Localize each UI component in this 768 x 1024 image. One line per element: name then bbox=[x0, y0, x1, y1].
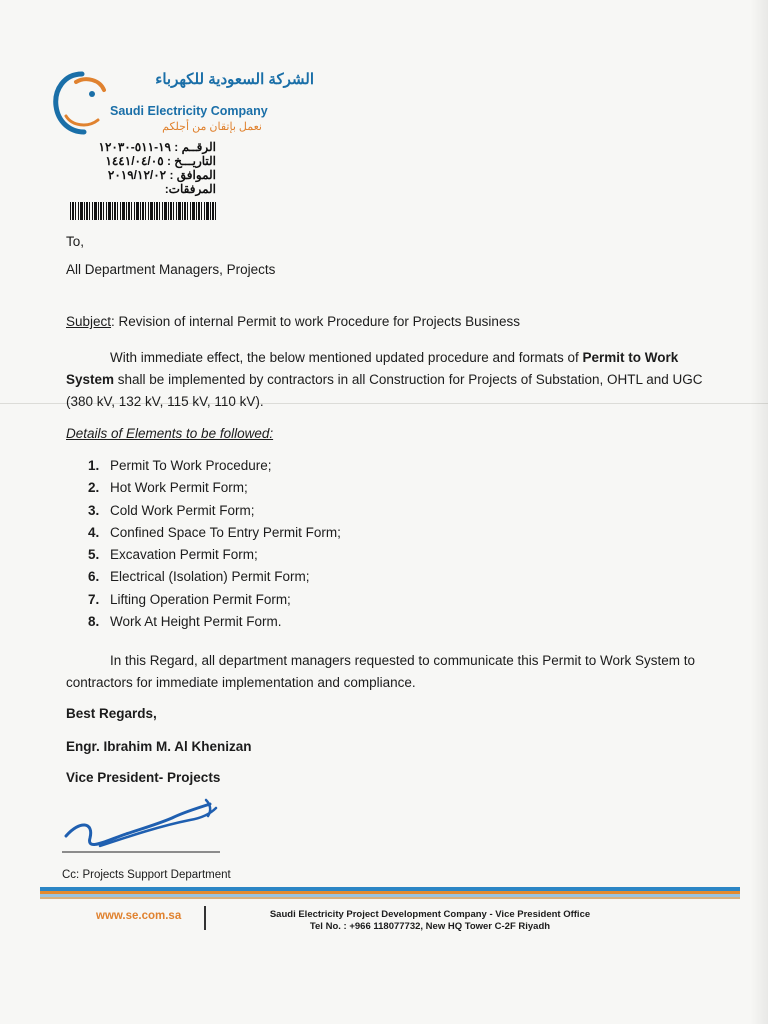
body1-text-b: shall be implemented by contractors in all Construction for Projects of Substation, OHTL and UGC (380 kV, 132 kV, 115 kV, 110 kV). bbox=[66, 372, 703, 409]
company-tagline: نعمل بإتقان من أجلكم bbox=[162, 121, 262, 133]
list-item-text: Excavation Permit Form; bbox=[110, 547, 258, 563]
list-item bbox=[88, 480, 341, 502]
body-paragraph-1 bbox=[66, 347, 716, 413]
list-item-number: 7. bbox=[88, 591, 100, 607]
footer-divider bbox=[204, 906, 206, 930]
details-heading: Details of Elements to be followed: bbox=[66, 426, 274, 441]
list-item bbox=[88, 458, 341, 480]
list-item-text: Electrical (Isolation) Permit Form; bbox=[110, 569, 310, 585]
body1-text-a: With immediate effect, the below mentioned updated procedure and formats of bbox=[110, 350, 583, 365]
body1-bold: Permit to Work System bbox=[66, 350, 679, 387]
barcode bbox=[70, 202, 218, 220]
subject-label: Subject bbox=[66, 314, 112, 329]
company-logo bbox=[52, 68, 314, 138]
list-item bbox=[88, 569, 341, 591]
list-item-number: 2. bbox=[88, 480, 100, 496]
reference-date-gregorian: الموافق : ٢٠١٩/١٢/٠٢ bbox=[107, 168, 216, 182]
list-item-number: 3. bbox=[88, 502, 100, 518]
cc-line: Cc: Projects Support Department bbox=[62, 869, 231, 881]
footer-contact: Tel No. : +966 118077732, New HQ Tower C-2F Riyadh bbox=[309, 921, 551, 932]
list-item bbox=[88, 503, 341, 525]
list-item-text: Hot Work Permit Form; bbox=[110, 480, 248, 496]
subject-text: : Revision of internal Permit to work Procedure for Projects Business bbox=[111, 314, 520, 329]
list-item-text: Permit To Work Procedure; bbox=[110, 458, 272, 473]
list-item-number: 8. bbox=[88, 614, 100, 630]
elements-list bbox=[88, 458, 341, 636]
footer-stripe-tan bbox=[40, 897, 740, 899]
company-name-english: Saudi Electricity Company bbox=[110, 104, 268, 118]
company-name-arabic: الشركة السعودية للكهرباء bbox=[155, 71, 314, 88]
website-link[interactable]: www.se.com.sa bbox=[96, 910, 182, 922]
list-item bbox=[88, 547, 341, 569]
body-paragraph-2: In this Regard, all department managers requested to communicate this Permit to Work System to contractors for immediate implementation and compliance. bbox=[66, 653, 696, 690]
list-item-text: Lifting Operation Permit Form; bbox=[110, 591, 291, 607]
signatory-title: Vice President- Projects bbox=[66, 770, 221, 785]
reference-attachments: المرفقات: bbox=[164, 182, 216, 196]
list-item-number: 1. bbox=[88, 458, 100, 473]
signature-icon bbox=[60, 796, 230, 866]
list-item-text: Confined Space To Entry Permit Form; bbox=[110, 524, 341, 540]
page-edge-shadow bbox=[750, 0, 768, 1024]
list-item-number: 5. bbox=[88, 547, 100, 563]
reference-number: الرقــم : ١٩-٥١١-١٢٠٣٠ bbox=[98, 140, 216, 154]
salutation-to: To, bbox=[66, 234, 85, 249]
reference-stamp bbox=[58, 140, 230, 224]
list-item-number: 6. bbox=[88, 569, 100, 585]
subject-line bbox=[66, 314, 520, 329]
closing: Best Regards, bbox=[66, 706, 157, 721]
list-item bbox=[88, 614, 341, 636]
list-item-text: Work At Height Permit Form. bbox=[110, 614, 282, 630]
recipient: All Department Managers, Projects bbox=[66, 262, 276, 277]
reference-date-hijri: التاريـــخ : ١٤٤١/٠٤/٠٥ bbox=[105, 154, 216, 168]
list-item bbox=[88, 592, 341, 614]
list-item-text: Cold Work Permit Form; bbox=[110, 502, 255, 518]
list-item-number: 4. bbox=[88, 524, 100, 540]
footer-company: Saudi Electricity Project Development Company - Vice President Office bbox=[269, 909, 591, 920]
sec-emblem-icon bbox=[52, 68, 112, 138]
signatory-name: Engr. Ibrahim M. Al Khenizan bbox=[66, 739, 252, 754]
list-item bbox=[88, 525, 341, 547]
